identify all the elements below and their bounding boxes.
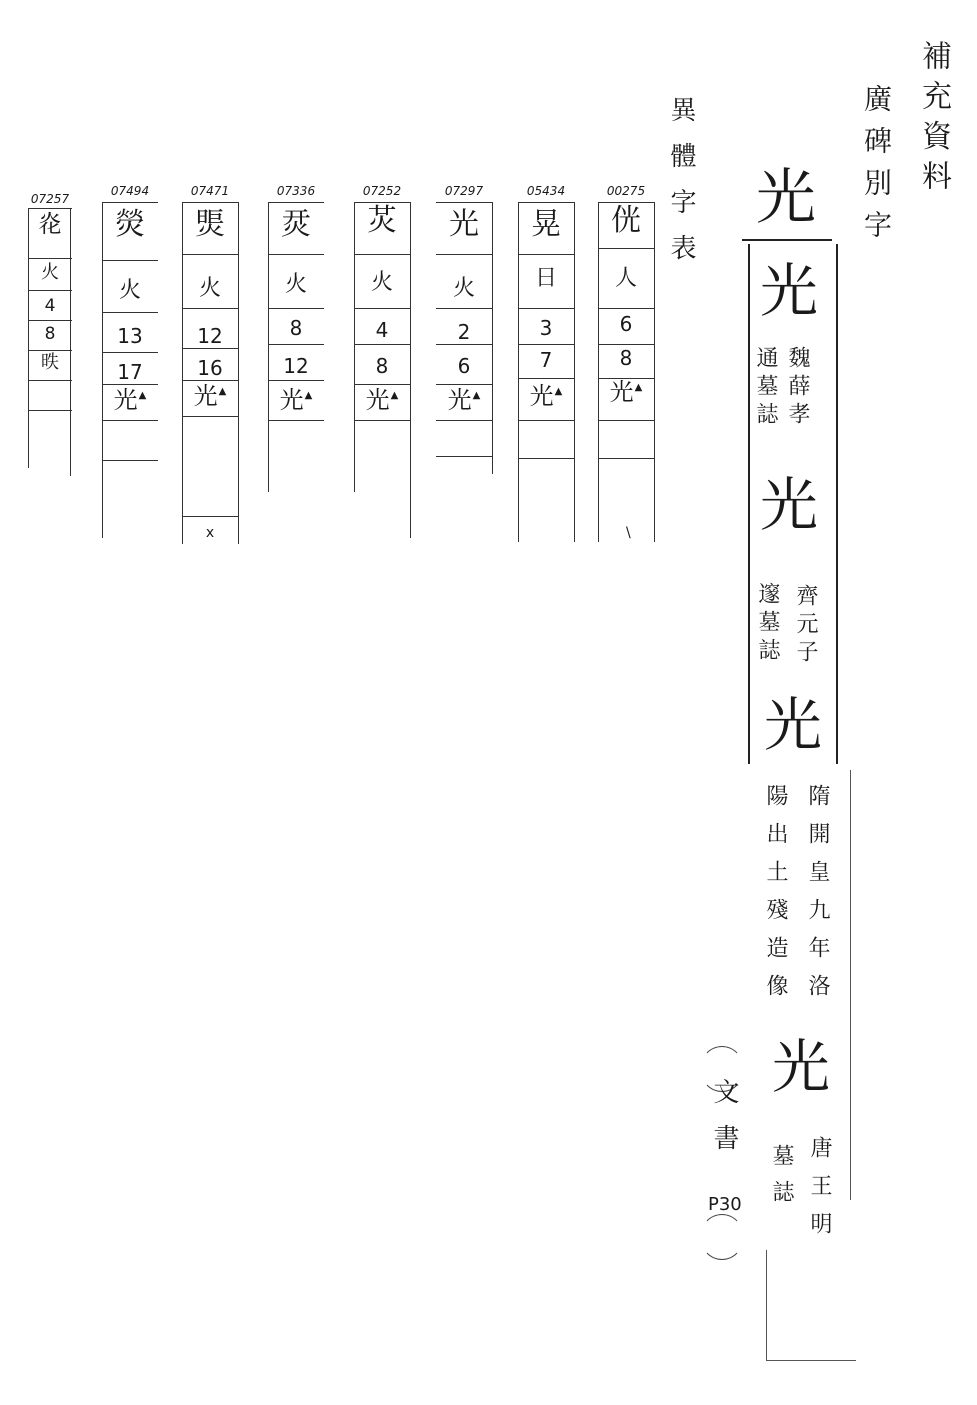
standard-glyph: 光 [365, 386, 390, 414]
standard-glyph: 光 [609, 378, 634, 406]
standard-char [598, 380, 654, 404]
table-column [268, 184, 324, 504]
source-line-2: 通墓誌 [753, 346, 778, 430]
stroke-total: 6 [457, 354, 471, 378]
radical: 火 [198, 276, 221, 301]
variant-glyph: 光 [760, 471, 819, 539]
standard-glyph: 光 [529, 382, 554, 410]
column-code: 00275 [606, 184, 646, 198]
stroke-total: 7 [539, 348, 553, 372]
stroke-count: 3 [539, 316, 553, 340]
standard-char [182, 384, 238, 408]
column-code: 07471 [190, 184, 230, 198]
variant-glyph: 煚 [195, 207, 225, 242]
standard-char [268, 388, 324, 412]
radical: 火 [452, 276, 475, 301]
stroke-total: 17 [117, 360, 143, 384]
stroke-count: 12 [197, 324, 223, 348]
stroke-total: 8 [375, 354, 389, 378]
radical: 人 [614, 266, 637, 291]
column-code: 07297 [444, 184, 484, 198]
stroke-count: 13 [117, 324, 143, 348]
source-line-2: 邃墓誌 [755, 582, 780, 666]
stroke-total: 16 [197, 356, 223, 380]
standard-char [436, 388, 492, 412]
source-line-2: 陽出土殘造像 [763, 784, 788, 1012]
main-character: 光 [756, 163, 816, 233]
mark-triangle: ▲ [634, 382, 643, 393]
variant-glyph: 光 [760, 257, 819, 325]
column-code: 07257 [30, 192, 70, 206]
table-title: 異體字表 [666, 96, 696, 280]
standard-char [102, 388, 158, 412]
stroke-count: 4 [44, 296, 56, 316]
variant-glyph: 烎 [281, 207, 311, 242]
source-line-1: 隋開皇九年洛 [805, 784, 830, 1012]
standard-glyph: 昳 [41, 352, 59, 373]
table-column [436, 184, 492, 474]
extra-mark: \ [626, 525, 631, 541]
column-code: 07336 [276, 184, 316, 198]
radical: 火 [284, 272, 307, 297]
mark-triangle: ▲ [390, 390, 399, 401]
standard-glyph: 光 [113, 386, 138, 414]
column-code: 07494 [110, 184, 150, 198]
column-code: 05434 [526, 184, 566, 198]
table-column [28, 184, 72, 484]
mark-triangle: ▲ [138, 390, 147, 401]
reference-source: 文書 [709, 1078, 739, 1170]
variant-glyph: 炛 [38, 210, 62, 238]
radical: 火 [41, 262, 59, 283]
mark-triangle: ▲ [472, 390, 481, 401]
source-line-1: 齊元子 [793, 584, 818, 668]
radical: 火 [118, 278, 141, 303]
variant-glyph: 侊 [611, 203, 641, 238]
stroke-count: 2 [457, 320, 471, 344]
table-column [182, 184, 238, 544]
variant-glyph: 光 [764, 691, 823, 759]
mark-triangle: ▲ [554, 386, 563, 397]
stroke-count: 4 [375, 318, 389, 342]
variant-glyph: 炗 [367, 203, 397, 238]
radical: 火 [370, 270, 393, 295]
stroke-total: 8 [619, 346, 633, 370]
variant-glyph: 熒 [115, 207, 145, 242]
source-line-1: 唐王明 [807, 1136, 832, 1250]
mark-triangle: ▲ [218, 386, 227, 397]
table-column [598, 184, 654, 544]
stroke-count: 6 [619, 312, 633, 336]
source-line-2: 墓誌 [769, 1144, 794, 1216]
standard-glyph: 光 [279, 386, 304, 414]
source-line-1: 魏薛孝 [785, 346, 810, 430]
extra-mark: x [205, 525, 215, 541]
radical: 日 [534, 266, 557, 291]
subheading: 廣碑別字 [860, 84, 893, 252]
standard-glyph: 光 [447, 386, 472, 414]
table-column [518, 184, 574, 544]
table-column [102, 184, 158, 544]
stroke-total: 8 [44, 324, 56, 344]
variant-glyph: 光 [772, 1033, 831, 1101]
table-column [354, 184, 410, 544]
standard-char [354, 388, 410, 412]
variant-glyph: 光 [449, 207, 479, 242]
reference-page: P30 [708, 1194, 742, 1215]
standard-char [28, 354, 72, 372]
column-code: 07252 [362, 184, 402, 198]
standard-glyph: 光 [193, 382, 218, 410]
variant-glyph: 晃 [531, 207, 561, 242]
stroke-count: 8 [289, 316, 303, 340]
mark-triangle: ▲ [304, 390, 313, 401]
heading: 補充資料 [916, 40, 951, 200]
stroke-total: 12 [283, 354, 309, 378]
standard-char [518, 384, 574, 408]
